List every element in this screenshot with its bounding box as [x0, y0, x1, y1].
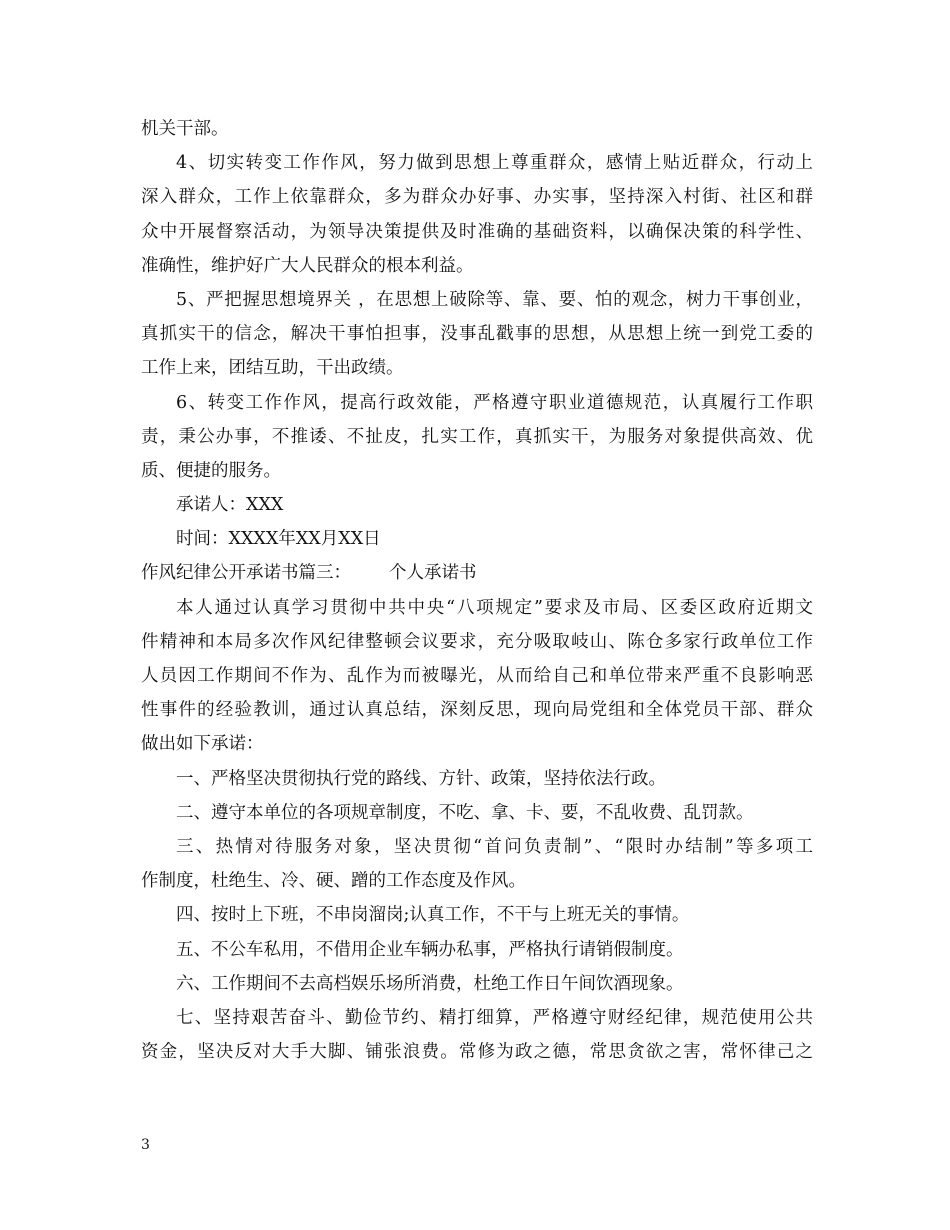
- text-line: 责，秉公办事，不推诿、不扯皮，扎实工作，真抓实干，为服务对象提供高效、优: [141, 426, 813, 447]
- text-line: 4、切实转变工作作风，努力做到思想上尊重群众，感情上贴近群众，行动上: [176, 153, 813, 174]
- text-line: 性事件的经验教训，通过认真总结，深刻反思，现向局党组和全体党员干部、群众: [141, 700, 813, 721]
- text-line: 质、便捷的服务。: [141, 460, 281, 481]
- pledge-item: 二、遵守本单位的各项规章制度，不吃、拿、卡、要，不乱收费、乱罚款。: [176, 802, 754, 823]
- text-line: 做出如下承诺：: [141, 734, 264, 755]
- pledge-item: 七、坚持艰苦奋斗、勤俭节约、精打细算，严格遵守财经纪律，规范使用公共: [176, 1007, 813, 1028]
- date-line: 时间：XXXX年XX月XX日: [176, 529, 381, 550]
- text-line: 资金，坚决反对大手大脚、铺张浪费。常修为政之德，常思贪欲之害，常怀律己之: [141, 1042, 813, 1063]
- text-line: 本人通过认真学习贯彻中共中央“八项规定”要求及市局、区委区政府近期文: [176, 597, 813, 618]
- text-line: 6、转变工作作风，提高行政效能，严格遵守职业道德规范，认真履行工作职: [176, 392, 813, 413]
- pledge-item: 一、严格坚决贯彻执行党的路线、方针、政策，坚持依法行政。: [176, 768, 666, 789]
- document-body: [141, 112, 813, 1069]
- section-heading: [141, 556, 813, 590]
- text-line: 5、严把握思想境界关 ，在思想上破除等、靠、要、怕的观念，树力干事创业，: [176, 289, 813, 310]
- text-line: 众中开展督察活动，为领导决策提供及时准确的基础资料，以确保决策的科学性、: [141, 221, 813, 242]
- section-heading-subtitle: 个人承诺书: [389, 563, 477, 584]
- text-line: 作制度，杜绝生、冷、硬、蹭的工作态度及作风。: [141, 871, 526, 892]
- pledge-item: 五、不公车私用，不借用企业车辆办私事，严格执行请销假制度。: [176, 939, 684, 960]
- text-line: 工作上来，团结互助，干出政绩。: [141, 358, 404, 379]
- pledge-item: 三、热情对待服务对象，坚决贯彻“首问负责制”、“限时办结制”等多项工: [176, 836, 813, 857]
- page-number: 3: [141, 1137, 150, 1153]
- text-line: 真抓实干的信念，解决干事怕担事，没事乱戳事的思想，从思想上统一到党工委的: [141, 324, 813, 345]
- section-heading-title: 作风纪律公开承诺书篇三：: [141, 563, 351, 584]
- pledge-item: 四、按时上下班，不串岗溜岗;认真工作，不干与上班无关的事情。: [176, 905, 690, 926]
- text-line: 深入群众，工作上依靠群众，多为群众办好事、办实事，坚持深入村街、社区和群: [141, 187, 813, 208]
- text-line: 人员因工作期间不作为、乱作为而被曝光，从而给自己和单位带来严重不良影响恶: [141, 666, 813, 686]
- signatory-line: 承诺人：XXX: [176, 495, 284, 516]
- text-line: 件精神和本局多次作风纪律整顿会议要求，充分吸取岐山、陈仓多家行政单位工作: [141, 631, 813, 652]
- text-line: 机关干部。: [141, 119, 229, 139]
- text-line: 准确性，维护好广大人民群众的根本利益。: [141, 255, 474, 276]
- pledge-item: 六、工作期间不去高档娱乐场所消费，杜绝工作日午间饮酒现象。: [176, 973, 684, 994]
